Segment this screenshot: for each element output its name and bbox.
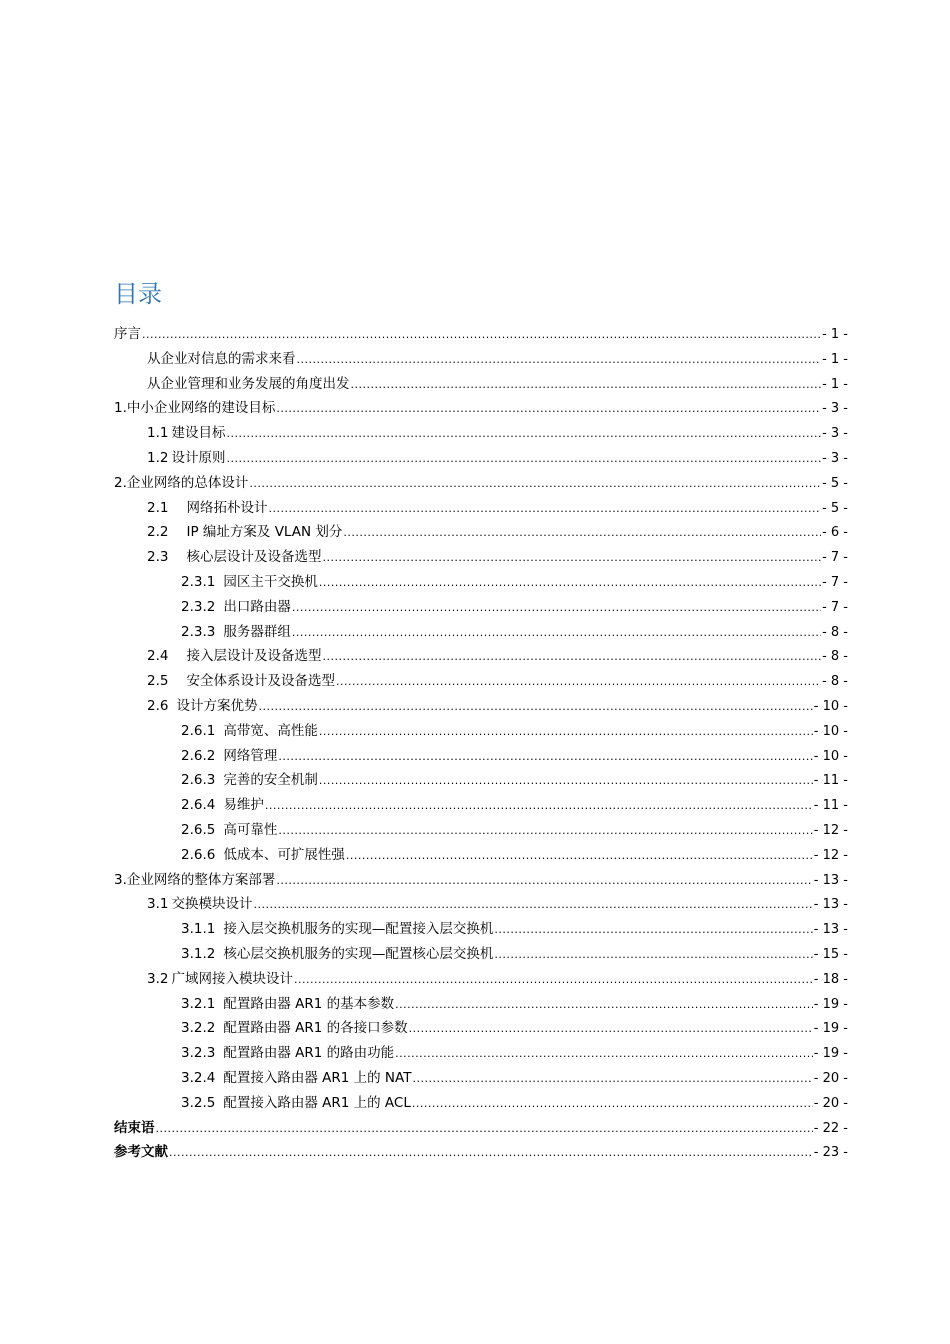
toc-page-number: - 10 - [813, 748, 848, 764]
toc-entry[interactable] [114, 396, 848, 421]
toc-entry[interactable] [114, 1016, 848, 1041]
toc-entry-number: 2.6.6 [181, 846, 216, 863]
toc-entry-number: 2.6.4 [181, 797, 216, 814]
toc-dot-leader [258, 695, 812, 720]
toc-entry-text: 出口路由器 [223, 598, 291, 615]
toc-dot-leader [319, 571, 821, 596]
toc-entry-text: 低成本、可扩展性强 [223, 846, 345, 863]
toc-page-number: - 19 - [813, 1046, 848, 1062]
toc-dot-leader [343, 521, 821, 546]
toc-page-number: - 3 - [822, 401, 848, 417]
toc-page-number: - 12 - [813, 822, 848, 838]
toc-entry-number: 3.1.2 [181, 945, 216, 962]
toc-entry-number: 3.2.3 [181, 1045, 216, 1062]
toc-entry[interactable] [114, 620, 848, 645]
toc-entry-number: 2.6.1 [181, 722, 216, 739]
toc-entry[interactable] [114, 421, 848, 446]
toc-entry[interactable] [114, 892, 848, 917]
toc-entry-text: 接入层设计及设备选型 [186, 648, 322, 665]
toc-entry-number: 1.2 [147, 449, 169, 466]
toc-dot-leader [297, 348, 822, 373]
toc-dot-leader [336, 670, 821, 695]
toc-page-number: - 19 - [813, 996, 848, 1012]
toc-entry-text: 交换模块设计 [171, 896, 253, 913]
toc-title: 目录 [114, 280, 162, 308]
toc-entry-text: 设计原则 [171, 449, 226, 466]
toc-entry-number: 2.6.2 [181, 747, 216, 764]
toc-page-number: - 18 - [813, 971, 848, 987]
toc-page-number: - 7 - [822, 574, 848, 590]
toc-dot-leader [292, 596, 821, 621]
toc-entry-text: 高可靠性 [223, 821, 278, 838]
toc-entry[interactable] [114, 1116, 848, 1141]
toc-entry-number: 3.1 [147, 896, 169, 913]
toc-entry-number: 2.3.1 [181, 573, 216, 590]
toc-entry[interactable] [114, 570, 848, 595]
toc-entry-text: 广域网接入模块设计 [171, 970, 293, 987]
toc-entry-text: 园区主干交换机 [223, 573, 318, 590]
toc-entry-number: 2.5 [147, 673, 169, 690]
toc-entry[interactable] [114, 719, 848, 744]
toc-entry[interactable] [114, 694, 848, 719]
toc-entry-number: 3.2 [147, 970, 169, 987]
toc-entry-text: 核心层设计及设备选型 [186, 549, 322, 566]
toc-page-number: - 20 - [813, 1095, 848, 1111]
toc-dot-leader [142, 323, 821, 348]
toc-page-number: - 1 - [822, 351, 848, 367]
toc-entry-number: 2.3.3 [181, 623, 216, 640]
toc-page-number: - 11 - [813, 773, 848, 789]
toc-entry-text: 序言 [114, 326, 141, 342]
toc-entry-text: 设计方案优势 [176, 697, 258, 714]
toc-entry-text: 高带宽、高性能 [223, 722, 318, 739]
toc-dot-leader [351, 373, 822, 398]
toc-page-number: - 13 - [813, 872, 848, 888]
toc-page-number: - 19 - [813, 1021, 848, 1037]
toc-entry-number: 1. [114, 400, 127, 417]
toc-entry-number: 3.2.4 [181, 1069, 216, 1086]
toc-entry[interactable] [114, 843, 848, 868]
toc-entry[interactable] [114, 644, 848, 669]
toc-entry[interactable] [114, 868, 848, 893]
toc-entry[interactable] [114, 669, 848, 694]
toc-entry[interactable] [114, 744, 848, 769]
toc-dot-leader [276, 869, 812, 894]
toc-entry-text: 中小企业网络的建设目标 [126, 400, 276, 417]
toc-dot-leader [292, 621, 821, 646]
toc-dot-leader [278, 819, 812, 844]
toc-entry[interactable] [114, 967, 848, 992]
toc-entry-number: 2.6 [147, 697, 169, 714]
toc-page-number: - 8 - [822, 649, 848, 665]
toc-dot-leader [253, 893, 812, 918]
toc-page-number: - 13 - [813, 897, 848, 913]
toc-entry[interactable] [114, 372, 848, 397]
toc-entry-number: 2.3 [147, 549, 169, 566]
toc-entry-text: 配置路由器 AR1 的路由功能 [223, 1045, 395, 1062]
toc-entry-text: 服务器群组 [223, 623, 291, 640]
toc-entry-text: 企业网络的总体设计 [126, 474, 249, 491]
toc-entry[interactable] [114, 595, 848, 620]
toc-page-number: - 7 - [822, 550, 848, 566]
toc-page-number: - 10 - [813, 698, 848, 714]
toc-dot-leader [395, 1042, 813, 1067]
toc-page-number: - 15 - [813, 946, 848, 962]
toc-page-number: - 7 - [822, 599, 848, 615]
toc-entry[interactable] [114, 992, 848, 1017]
toc-entry-number: 3. [114, 871, 127, 888]
toc-page-number: - 1 - [822, 376, 848, 392]
toc-page-number: - 3 - [822, 426, 848, 442]
toc-dot-leader [494, 943, 812, 968]
toc-entry-text: 参考文献 [114, 1144, 168, 1161]
toc-dot-leader [265, 794, 813, 819]
toc-dot-leader [494, 918, 812, 943]
toc-entry[interactable] [114, 446, 848, 471]
toc-page-number: - 11 - [813, 798, 848, 814]
toc-entry-number: 2.4 [147, 648, 169, 665]
toc-entry-text: 结束语 [114, 1119, 155, 1136]
toc-page-number: - 23 - [813, 1145, 848, 1161]
toc-entry-text: 从企业管理和业务发展的角度出发 [147, 375, 350, 392]
toc-entry[interactable] [114, 1091, 848, 1116]
toc-entry-text: 核心层交换机服务的实现—配置核心层交换机 [223, 945, 494, 962]
toc-entry-number: 3.2.1 [181, 995, 216, 1012]
toc-dot-leader [322, 546, 821, 571]
toc-entry-text: 配置接入路由器 AR1 上的 NAT [223, 1069, 412, 1086]
toc-entry[interactable] [114, 545, 848, 570]
toc-dot-leader [319, 720, 813, 745]
toc-entry-text: 配置路由器 AR1 的基本参数 [223, 995, 395, 1012]
toc-page-number: - 5 - [822, 500, 848, 516]
toc-entry[interactable] [114, 1066, 848, 1091]
toc-page-number: - 10 - [813, 723, 848, 739]
toc-entry-number: 3.2.5 [181, 1094, 216, 1111]
toc-entry[interactable] [114, 471, 848, 496]
toc-entry-number: 2.2 [147, 524, 169, 541]
toc-dot-leader [169, 1141, 813, 1166]
toc-entry-number: 1.1 [147, 425, 169, 442]
toc-page-number: - 3 - [822, 450, 848, 466]
toc-dot-leader [268, 497, 821, 522]
toc-entry[interactable] [114, 347, 848, 372]
toc-page-number: - 8 - [822, 624, 848, 640]
toc-page-number: - 8 - [822, 674, 848, 690]
toc-entry[interactable] [114, 1041, 848, 1066]
toc-entry[interactable] [114, 322, 848, 347]
toc-dot-leader [226, 422, 821, 447]
toc-dot-leader [249, 472, 821, 497]
table-of-contents [114, 322, 848, 1165]
toc-entry[interactable] [114, 768, 848, 793]
toc-entry-text: 网络管理 [223, 747, 278, 764]
toc-dot-leader [226, 447, 821, 472]
toc-page-number: - 5 - [822, 475, 848, 491]
toc-dot-leader [278, 745, 812, 770]
toc-dot-leader [276, 397, 821, 422]
toc-entry-number: 2.6.3 [181, 772, 216, 789]
toc-entry[interactable] [114, 520, 848, 545]
toc-dot-leader [322, 645, 821, 670]
toc-entry-number: 2.3.2 [181, 598, 216, 615]
toc-page-number: - 22 - [813, 1120, 848, 1136]
toc-entry-text: 安全体系设计及设备选型 [186, 673, 335, 690]
toc-entry[interactable] [114, 942, 848, 967]
toc-entry-text: 接入层交换机服务的实现—配置接入层交换机 [223, 921, 494, 938]
toc-page-number: - 1 - [822, 327, 848, 342]
toc-entry-number: 3.2.2 [181, 1020, 216, 1037]
toc-page-number: - 13 - [813, 922, 848, 938]
toc-dot-leader [346, 844, 813, 869]
toc-entry-text: IP 编址方案及 VLAN 划分 [186, 524, 343, 541]
toc-entry-text: 完善的安全机制 [223, 772, 318, 789]
toc-dot-leader [156, 1117, 813, 1142]
toc-entry-text: 易维护 [223, 797, 264, 814]
toc-entry-number: 3.1.1 [181, 921, 216, 938]
toc-dot-leader [319, 769, 813, 794]
toc-dot-leader [294, 968, 813, 993]
toc-entry-number: 2.1 [147, 499, 169, 516]
toc-dot-leader [412, 1092, 813, 1117]
toc-entry-text: 配置接入路由器 AR1 上的 ACL [223, 1094, 411, 1111]
toc-page-number: - 20 - [813, 1070, 848, 1086]
toc-page-number: - 12 - [813, 847, 848, 863]
toc-page-number: - 6 - [822, 525, 848, 541]
toc-entry[interactable] [114, 917, 848, 942]
toc-entry[interactable] [114, 818, 848, 843]
toc-entry-text: 建设目标 [171, 425, 226, 442]
toc-entry[interactable] [114, 793, 848, 818]
toc-entry-text: 配置路由器 AR1 的各接口参数 [223, 1020, 408, 1037]
toc-entry[interactable] [114, 496, 848, 521]
toc-dot-leader [409, 1017, 813, 1042]
toc-entry-text: 从企业对信息的需求来看 [147, 350, 296, 367]
toc-entry-text: 网络拓朴设计 [186, 499, 268, 516]
toc-entry-number: 2. [114, 474, 127, 491]
toc-dot-leader [412, 1067, 812, 1092]
toc-dot-leader [395, 993, 813, 1018]
toc-entry-text: 企业网络的整体方案部署 [126, 871, 276, 888]
toc-entry[interactable] [114, 1140, 848, 1165]
toc-entry-number: 2.6.5 [181, 821, 216, 838]
